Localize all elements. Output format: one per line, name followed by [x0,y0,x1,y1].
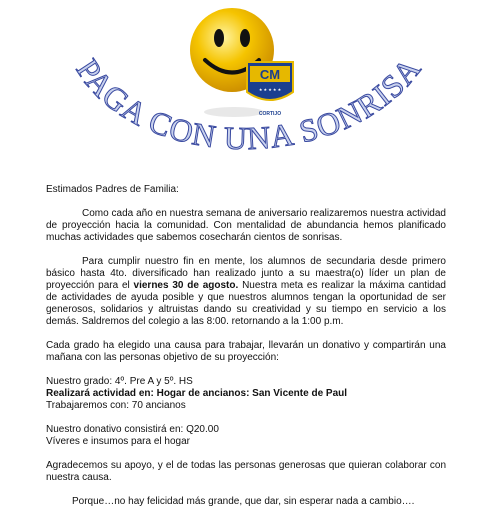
paragraph-causes: Cada grado ha elegido una causa para trabajar, llevarán un donativo y compartirán una mañana con las personas objetivo de su proyección: [46,340,446,363]
paragraph-intro: Como cada año en nuestra semana de aniversario realizaremos nuestra actividad de proyección hacia la comunidad. Con mentalidad de abundancia hemos planificado muchas actividades que sabemos cosecharán cientos de sonrisas. [46,208,446,243]
donation-line: Nuestro donativo consistirá en: Q20.00 [46,424,219,435]
svg-text:★ ★ ★ ★ ★: ★ ★ ★ ★ ★ [258,87,282,92]
crest-caption: CORTIJO [258,111,282,117]
greeting: Estimados Padres de Familia: [46,184,179,195]
letter-header [0,0,486,180]
work-with-line: Trabajaremos con: 70 ancianos [46,400,186,411]
plan-text-b: Nuestra meta es realizar la máxima cantidad de actividades de ayuda posible y que nuestros alumnos tengan la oportunidad de ser generosos, solidarios y altruistas dando su creatividad y su tiempo en servicio a los demás. Saldremos del colegio a las 8:00. retornando a la 1:00 p.m. [46,280,446,327]
donation-items: Víveres e insumos para el hogar [46,436,190,447]
paragraph-plan [46,256,446,328]
event-date: viernes 30 de agosto. [133,280,239,291]
plan-text-a: Para cumplir nuestro fin en mente, los alumnos de secundaria desde primero básico hasta 4to. diversificado han realizado junto a su maestra(o) líder un plan de proyección para el [46,256,446,291]
activity-location: Realizará actividad en: Hogar de ancianos: San Vicente de Paul [46,388,348,399]
paragraph-thanks: Agradecemos su apoyo, y el de todas las personas generosas que quieran colaborar con nuestra causa. [46,460,446,483]
closing-line: Porque…no hay felicidad más grande, que dar, sin esperar nada a cambio…. [72,496,415,507]
crest-letters: CM [259,67,281,82]
letter-body [46,184,446,508]
arched-title-text: PAGA CON UNA SONRISA [69,50,428,157]
grade-line: Nuestro grado: 4º. Pre A y 5º. HS [46,376,193,387]
header-graphic [0,0,486,180]
